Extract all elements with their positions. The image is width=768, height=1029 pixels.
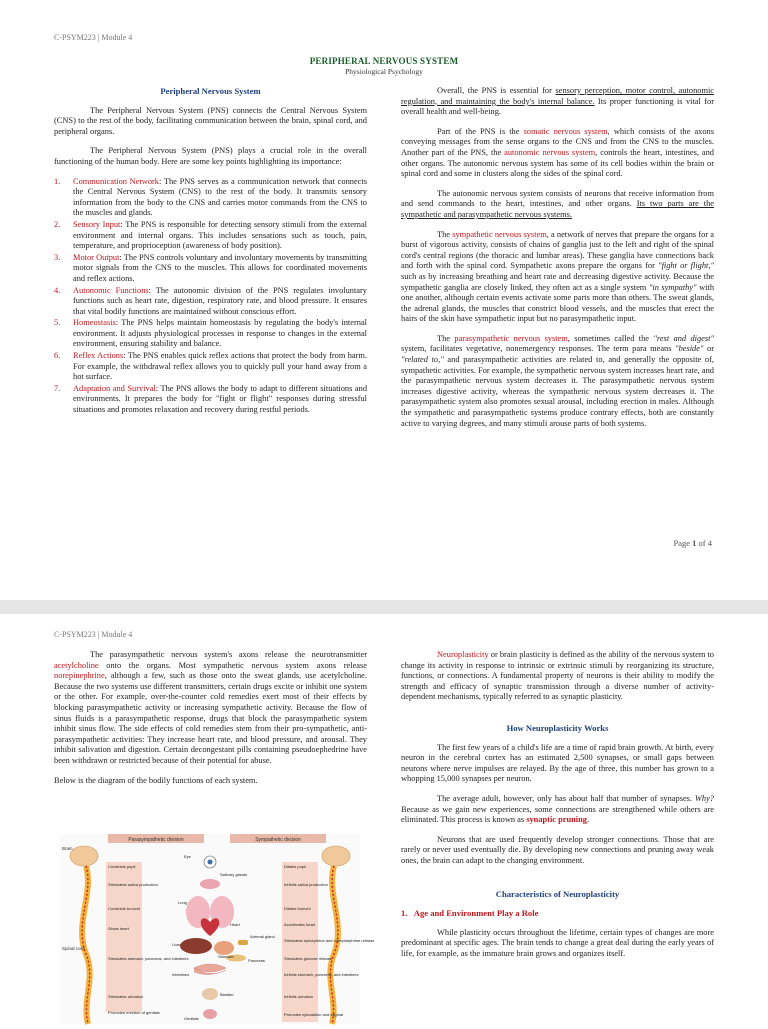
key-term: norepinephrine	[54, 671, 105, 681]
italic-text: "beside"	[675, 344, 704, 354]
text: .	[586, 815, 590, 825]
list-item	[54, 384, 367, 416]
running-header: C-PSYM223 | Module 4	[54, 33, 133, 42]
autonomic-nervous-system-diagram	[60, 834, 375, 1024]
document-page-2	[0, 614, 768, 1024]
text: or	[703, 344, 714, 354]
diagram-illustration	[60, 834, 375, 1024]
page-total: of 4	[696, 538, 712, 548]
italic-text: "fight or flight,"	[658, 261, 714, 271]
symp-label: Promotes ejaculation and vaginal	[284, 1012, 343, 1017]
right-column	[401, 650, 714, 968]
para-labels	[106, 862, 189, 1015]
para-label: Stimulates stomach, pancreas, and intestines	[108, 956, 189, 961]
list-item	[54, 220, 367, 252]
list-number: 4.	[54, 285, 61, 295]
page-label: Page	[673, 538, 693, 548]
list-number: 7.	[54, 383, 61, 393]
text: The	[437, 229, 453, 239]
para-label: Constricts bronchi	[108, 906, 141, 911]
list-text: : The PNS allows the body to adapt to different situations and environments. It prepares the body for "fight or flight" responses during stressful situations and promotes relaxation and recovery during restful periods.	[73, 383, 368, 415]
symp-label: Inhibits urination	[284, 994, 314, 999]
adrenal-gland-icon	[238, 940, 248, 945]
subheading-text: Age and Environment Play a Role	[413, 908, 539, 919]
list-term: Adaptation and Survival	[73, 383, 156, 393]
list-text: : The PNS helps maintain homeostasis by regulating the body's internal environment. It adjusts physiological processes in response to changes in the external environment, ensuring stability and balance.	[73, 318, 367, 349]
heart-icon	[201, 918, 219, 936]
underlined-text: sensory perception, motor control, autonomic regulation, and maintaining the body's internal balance.	[401, 86, 715, 106]
text: or brain plasticity is defined as the ability of the nervous system to change its activity in response to intrinsic or extrinsic stimuli by reorganizing its structure, functions, or connections. A fundamental property of neurons is their ability to modify the strength and efficacy of synaptic transmission through a diverse number of activity-dependent mechanisms, typically referred to as synaptic plasticity.	[401, 650, 714, 702]
subheading	[401, 908, 714, 920]
bladder-icon	[202, 988, 218, 1000]
symp-label: Stimulates glucose release	[284, 956, 332, 961]
italic-text: "related to,"	[401, 355, 444, 365]
salivary-gland-icon	[200, 879, 220, 889]
paragraph: The first few years of a child's life are a time of rapid brain growth. At birth, every neuron in the cerebral cortex has an estimated 2,500 synapses, or small gaps between neurons where nerve impulses are relayed. By the age of three, this number has grown to a whopping 15,000 synapses per neuron.	[401, 742, 714, 784]
symp-label: Dilates pupil	[284, 864, 306, 869]
key-term: sympathetic nervous system	[452, 229, 547, 239]
list-number: 2.	[54, 219, 61, 229]
document-title: PERIPHERAL NERVOUS SYSTEM	[309, 56, 459, 66]
text: , although a few, such as those onto the sweat glands, use acetylcholine. Because the two systems use different transmitters, certain drugs excite or inhibit one system or the other. For example, over-the-counter cold remedies exert most of their effects by blocking parasympathetic activity or increasing sympathetic activity. Because the flow of sinus fluids is a parasympathetic response, drugs that block the parasympathetic system inhibit sinus flow. The side effects of cold remedies stem from their pro-sympathetic, anti-parasympathetic activities: They increase heart rate, and blood pressure, and arousal. They inhibit salivation and digestion. Certain decongestant pills containing pseudoephedrine have been withdrawn or restricted because of their potential for abuse.	[54, 671, 367, 765]
spine-figure-right	[322, 846, 350, 1024]
symp-labels	[282, 862, 375, 1022]
text: Because as we gain new experiences, some connections are strengthened while others are eliminated. This process is known as	[401, 804, 714, 825]
organ-label: Genitals	[184, 1016, 199, 1021]
liver-icon	[180, 938, 212, 954]
organ-label: Salivary glands	[220, 872, 248, 877]
list-term: Motor Output	[73, 252, 120, 262]
text: onto the organs. Most sympathetic nervous system axons release	[98, 660, 367, 670]
paragraph	[401, 127, 714, 180]
organs-illustration	[180, 856, 248, 1019]
para-header: Parasympathetic division	[128, 837, 184, 843]
italic-text: "rest and digest"	[653, 333, 714, 343]
text: The parasympathetic nervous system's axons release the neurotransmitter	[90, 650, 367, 659]
label-brain: Brain	[62, 846, 73, 851]
page-number	[674, 538, 713, 548]
organ-label: Pancreas	[248, 958, 265, 963]
document-subtitle: Physiological Psychology	[345, 67, 423, 76]
list-item	[54, 318, 367, 350]
para-label: Promotes erection of genitals	[108, 1010, 160, 1015]
list-text: : The PNS enables quick reflex actions that protect the body from harm. For example, the withdrawal reflex allows you to quickly pull your hand away from a hot surface.	[73, 351, 368, 382]
list-text: : The autonomic division of the PNS regulates involuntary functions such as heart rate, digestion, respiratory rate, and blood pressure. It ensures that vital bodily functions are maintained without conscious effort.	[73, 285, 367, 316]
right-column	[401, 86, 714, 438]
paragraph	[401, 189, 714, 221]
genitals-icon	[203, 1009, 217, 1019]
paragraph: While plasticity occurs throughout the lifetime, certain types of changes are more predominant at specific ages. The brain tends to change a great deal during the early years of life, for example, as the immature brain grows and organizes itself.	[401, 927, 714, 958]
list-term: Autonomic Functions	[73, 285, 149, 295]
importance-list	[54, 177, 367, 416]
symp-label: Dilates bronchi	[284, 906, 311, 911]
underlined-text: Its two parts are the sympathetic and parasympathetic nervous systems.	[401, 199, 714, 219]
text: , sometimes called the	[567, 333, 654, 343]
text: The average adult, however, only has about half that number of synapses.	[437, 793, 695, 803]
key-term: autonomic nervous system	[504, 147, 596, 157]
text: Overall, the PNS is essential for	[437, 86, 556, 95]
key-term: somatic nervous system	[523, 126, 608, 136]
paragraph: The Peripheral Nervous System (PNS) connects the Central Nervous System (CNS) to the rest of the body, facilitating communication between the brain, spinal cord, and peripheral organs.	[54, 105, 367, 136]
para-label: Constricts pupil	[108, 864, 136, 869]
paragraph	[401, 794, 714, 826]
para-label: Stimulates urination	[108, 994, 144, 999]
text: , which consists of the axons conveying messages from the sense organs to the CNS and from the CNS to the muscles. Another part of the PNS, the	[401, 126, 714, 157]
symp-header: Sympathetic division	[255, 837, 301, 843]
stomach-icon	[214, 941, 234, 955]
text: , a network of nerves that prepare the organs for a burst of vigorous activity, consists of chains of ganglia just to the left and right of the spinal cord's central regions (the thoracic and lumbar areas). These ganglia have connections back and forth with the spinal cord. Sympathetic axons prepare the organs for	[401, 229, 714, 271]
running-header: C-PSYM223 | Module 4	[54, 630, 133, 639]
organ-label: Lung	[178, 900, 187, 905]
list-term: Homeostasis	[73, 318, 116, 328]
label-spinal-cord: Spinal cord	[62, 946, 85, 951]
paragraph	[401, 230, 714, 325]
organ-label: Adrenal gland	[250, 934, 275, 939]
list-item	[54, 286, 367, 318]
organ-label: Heart	[230, 922, 240, 927]
list-number: 3.	[54, 252, 61, 262]
text: system, facilitates vegetative, nonemergency responses. The term para means	[401, 344, 676, 354]
list-number: 1.	[54, 176, 61, 186]
list-item	[54, 177, 367, 219]
section-heading: Characteristics of Neuroplasticity	[495, 888, 620, 899]
list-number: 6.	[54, 351, 61, 361]
text: Its proper functioning is vital for overall health and well-being.	[401, 96, 714, 117]
list-text: : The PNS controls voluntary and involuntary movements by transmitting motor signals from the CNS to the muscles. This allows for coordinated movements and reflex actions.	[73, 252, 367, 283]
organ-label: Liver	[172, 942, 181, 947]
list-term: Sensory Input	[73, 219, 121, 229]
text: and parasympathetic activities are related to, and generally the opposite of, sympathetic activities. For example, the sympathetic nervous system increases heart rate, and the parasympathetic nervous system decreases it. The parasympathetic nervous system increases digestive activity, whereas the sympathetic nervous system decreases it. The parasympathetic system also promotes sexual arousal, including erection in males. Although the sympathetic and parasympathetic systems produce contrary effects, both are constantly active to varying degrees, and many stimuli arouse parts of both systems.	[401, 355, 715, 428]
text: such as by increasing breathing and heart rate and decreasing digestive activity. Because the sympathetic ganglia are closely linked, they often act as a single system	[401, 271, 714, 292]
italic-text: "in sympathy"	[648, 282, 697, 292]
organ-label: Stomach	[218, 954, 234, 959]
subheading-number: 1.	[401, 908, 408, 919]
para-label: Stimulates saliva production	[108, 882, 158, 887]
list-text: : The PNS is responsible for detecting sensory stimuli from the external environment and internal organs. This includes sensations such as touch, pain, temperature, and proprioception (awareness of body position).	[73, 219, 367, 251]
paragraph: Neurons that are used frequently develop stronger connections. Those that are rarely or never used eventually die. By developing new connections and pruning away weak ones, the brain can adapt to the changing environment.	[401, 834, 714, 865]
key-term: parasympathetic nervous system	[454, 333, 568, 343]
left-column	[54, 86, 367, 417]
organ-label: Bladder	[220, 992, 234, 997]
list-item	[54, 253, 367, 285]
symp-label: Inhibits stomach, pancreas, and intestines	[284, 972, 359, 977]
key-term: Neuroplasticity	[437, 650, 489, 659]
current-page: 1	[692, 538, 697, 548]
list-text: : The PNS serves as a communication network that connects the Central Nervous System (CNS) to the rest of the body. It transmits sensory information from the body to the CNS and carries motor commands from the CNS to the muscles and glands.	[73, 176, 367, 218]
page-separator	[0, 600, 768, 614]
paragraph	[401, 650, 714, 703]
italic-text: Why?	[694, 793, 714, 803]
paragraph	[401, 86, 714, 118]
list-term: Reflex Actions	[73, 351, 124, 361]
symp-label: Stimulates epinephrine and norepinephrine release	[284, 938, 375, 943]
paragraph	[54, 650, 367, 767]
text: The autonomic nervous system consists of neurons that receive information from and send commands to the heart, intestines, and other organs.	[401, 188, 714, 209]
paragraph	[401, 334, 714, 429]
symp-label: Inhibits saliva production	[284, 882, 328, 887]
intestines-icon	[194, 964, 226, 975]
organ-label: Eye	[184, 854, 191, 859]
text: with one another, although certain events activate some parts more than others. The sweat glands, the adrenal glands, the muscles that constrict blood vessels, and the muscles that erect the hairs of the skin have sympathetic input but no parasympathetic input.	[401, 282, 715, 324]
text: The	[437, 333, 455, 343]
para-label: Slows heart	[108, 926, 129, 931]
organ-label: Intestines	[172, 972, 190, 977]
symp-label: Accelerates heart	[284, 922, 316, 927]
text: Part of the PNS is the	[437, 126, 524, 136]
list-item	[54, 351, 367, 383]
left-column	[54, 650, 367, 795]
text: , controls the heart, intestines, and other organs. The autonomic nervous system has some of its cell bodies within the brain or spinal cord and some in clusters along the sides of the spinal cord.	[401, 147, 714, 179]
spine-figure-left	[70, 846, 98, 1024]
key-term: synaptic pruning	[526, 815, 587, 825]
section-heading: How Neuroplasticity Works	[506, 722, 609, 733]
list-term: Communication Network	[73, 176, 159, 186]
section-heading: Peripheral Nervous System	[160, 86, 261, 96]
paragraph: The Peripheral Nervous System (PNS) plays a crucial role in the overall functioning of the human body. Here are some key points highlighting its importance:	[54, 146, 367, 166]
key-term: acetylcholine	[54, 660, 99, 670]
list-number: 5.	[54, 318, 61, 328]
organ-labels	[172, 854, 275, 1021]
paragraph: Below is the diagram of the bodily functions of each system.	[54, 775, 258, 785]
